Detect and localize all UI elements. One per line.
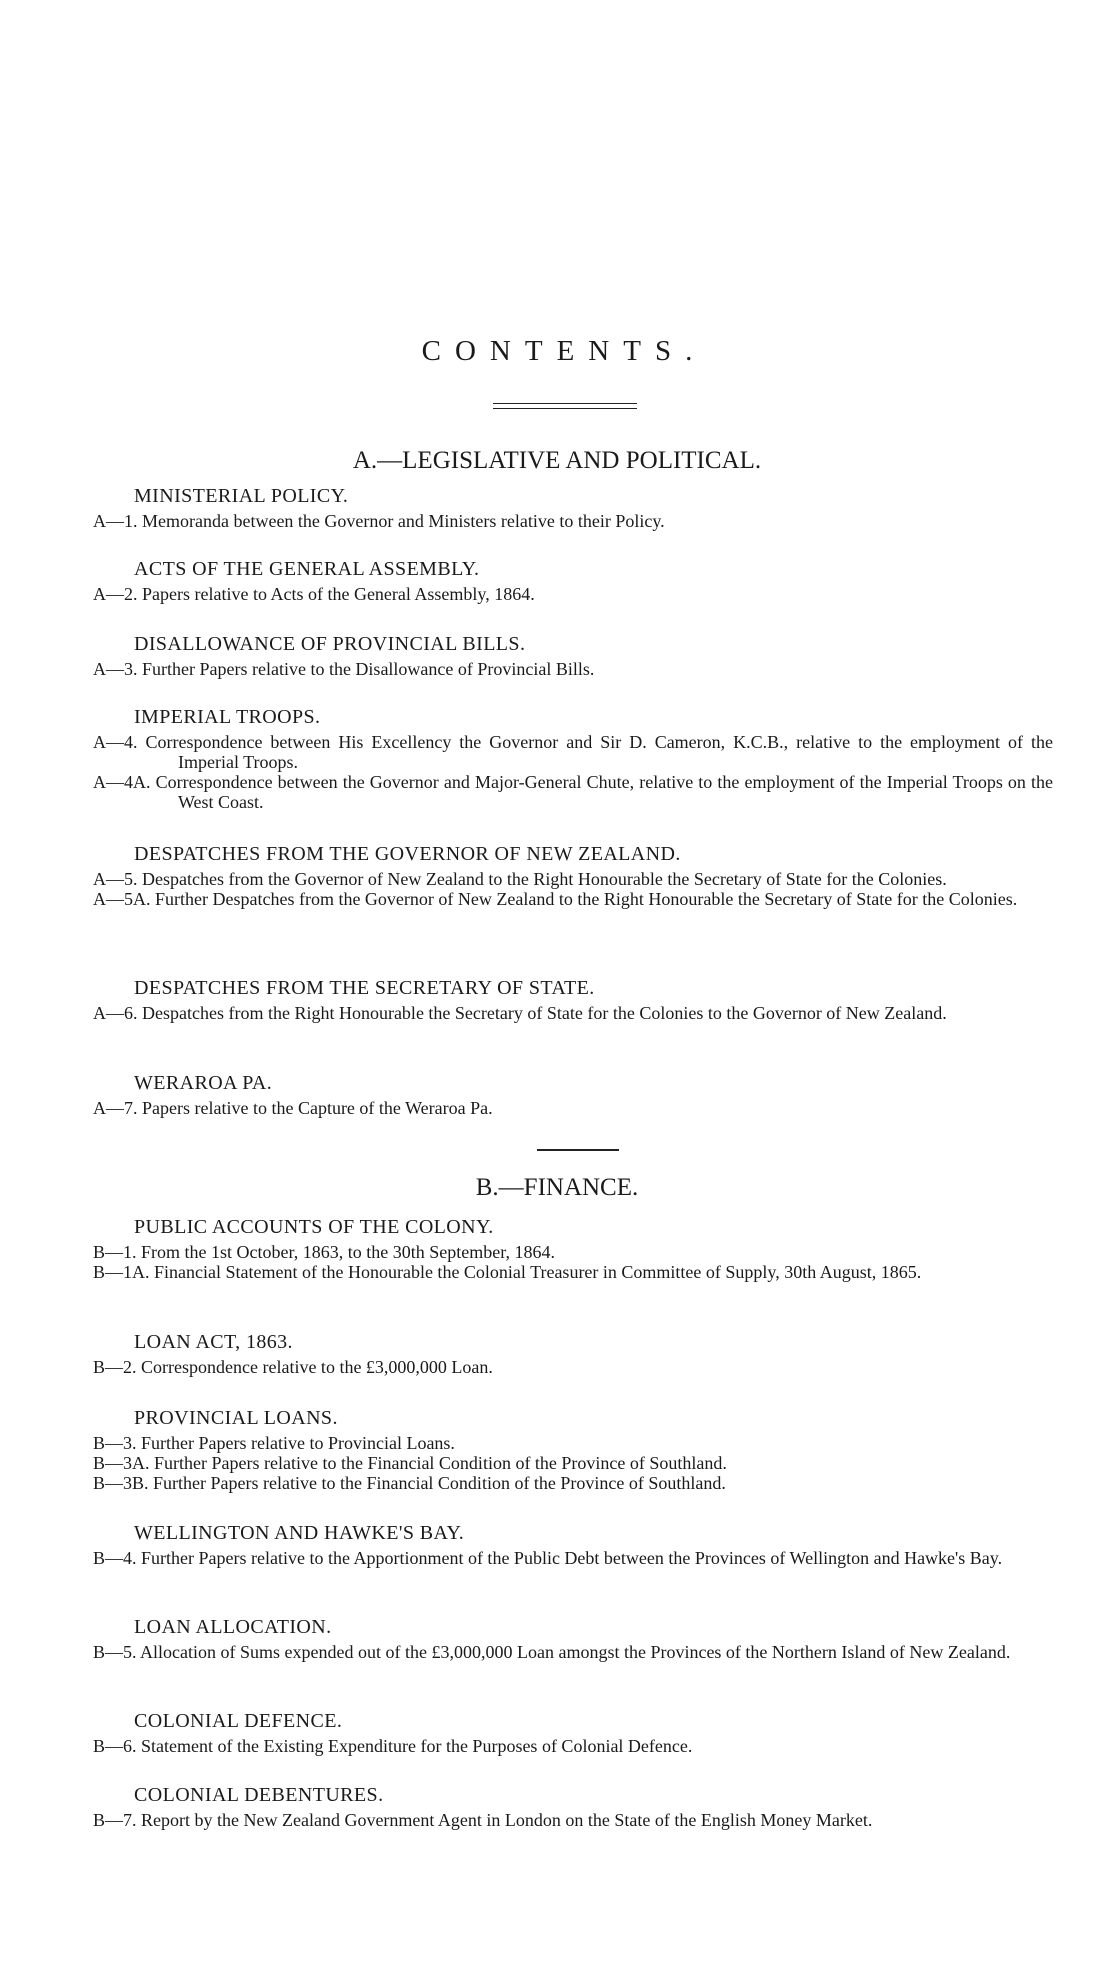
- subheading: WELLINGTON AND HAWKE'S BAY.: [134, 1522, 465, 1544]
- entry-code: B—3.: [93, 1433, 137, 1453]
- entry-b-3b: [93, 1473, 1053, 1493]
- subheading: LOAN ACT, 1863.: [134, 1331, 293, 1353]
- entry-text: Further Papers relative to the Disallowance of Provincial Bills.: [142, 659, 595, 679]
- subheading: DESPATCHES FROM THE GOVERNOR OF NEW ZEALAND.: [134, 843, 681, 865]
- subheading: MINISTERIAL POLICY.: [134, 485, 349, 507]
- entry-text: From the 1st October, 1863, to the 30th September, 1864.: [141, 1242, 556, 1262]
- entry-b-7: [93, 1810, 1053, 1830]
- subheading: ACTS OF THE GENERAL ASSEMBLY.: [134, 558, 480, 580]
- entry-code: B—3B.: [93, 1473, 149, 1493]
- subheading: PUBLIC ACCOUNTS OF THE COLONY.: [134, 1216, 494, 1238]
- entry-a-5a: [93, 889, 1053, 909]
- entry-text: Financial Statement of the Honourable the Colonial Treasurer in Committee of Supply, 30th August, 1865.: [154, 1262, 922, 1282]
- entry-code: B—7.: [93, 1810, 137, 1830]
- group-loan-allocation: [93, 1615, 1053, 1662]
- entry-b-5: [93, 1642, 1053, 1662]
- entry-a-7: [93, 1098, 1053, 1118]
- entry-code: A—4.: [93, 732, 138, 752]
- entry-text: Further Papers relative to the Financial Condition of the Province of Southland.: [153, 1473, 726, 1493]
- entry-code: A—6.: [93, 1003, 138, 1023]
- entry-code: B—5.: [93, 1642, 137, 1662]
- page-title: CONTENTS.: [421, 335, 707, 367]
- entry-code: A—5.: [93, 869, 138, 889]
- entry-code: B—2.: [93, 1357, 137, 1377]
- entry-a-2: [93, 584, 1053, 604]
- entry-text: Despatches from the Right Honourable the Secretary of State for the Colonies to the Governor of New Zealand.: [142, 1003, 947, 1023]
- group-provincial-loans: [93, 1406, 1053, 1493]
- entry-b-3a: [93, 1453, 1053, 1473]
- entry-b-4: [93, 1548, 1053, 1568]
- subheading: COLONIAL DEBENTURES.: [134, 1784, 384, 1806]
- group-public-accounts: [93, 1215, 1053, 1282]
- section-heading-a: A.—LEGISLATIVE AND POLITICAL.: [352, 447, 762, 474]
- entry-code: A—3.: [93, 659, 138, 679]
- entry-text: Further Despatches from the Governor of New Zealand to the Right Honourable the Secretary of State for the Colonies.: [155, 889, 1018, 909]
- entry-code: A—1.: [93, 511, 138, 531]
- entry-code: B—4.: [93, 1548, 137, 1568]
- entry-text: Memoranda between the Governor and Ministers relative to their Policy.: [142, 511, 665, 531]
- entry-code: B—6.: [93, 1736, 137, 1756]
- group-colonial-debentures: [93, 1783, 1053, 1830]
- entry-b-1: [93, 1242, 1053, 1262]
- entry-a-1: [93, 511, 1053, 531]
- entry-b-2: [93, 1357, 1053, 1377]
- entry-b-3: [93, 1433, 1053, 1453]
- entry-text: Further Papers relative to the Apportionment of the Public Debt between the Provinces of Wellington and Hawke's Bay.: [141, 1548, 1003, 1568]
- group-wellington-hawkes-bay: [93, 1521, 1053, 1568]
- subheading: WERAROA PA.: [134, 1072, 273, 1094]
- group-despatches-secretary: [93, 976, 1053, 1023]
- group-weraroa-pa: [93, 1071, 1053, 1118]
- entry-code: A—5A.: [93, 889, 151, 909]
- entry-b-6: [93, 1736, 1053, 1756]
- entry-a-5: [93, 869, 1053, 889]
- title-double-rule: [493, 403, 637, 409]
- entry-code: B—3A.: [93, 1453, 150, 1473]
- section-divider-rule: [537, 1149, 619, 1151]
- section-heading-b: B.—FINANCE.: [475, 1174, 639, 1201]
- subheading: PROVINCIAL LOANS.: [134, 1407, 338, 1429]
- group-despatches-governor: [93, 842, 1053, 909]
- entry-a-6: [93, 1003, 1053, 1023]
- subheading: DESPATCHES FROM THE SECRETARY OF STATE.: [134, 977, 595, 999]
- entry-text: Allocation of Sums expended out of the £3,000,000 Loan amongst the Provinces of the Northern Island of New Zealand.: [140, 1642, 1011, 1662]
- entry-code: A—4A.: [93, 772, 151, 792]
- entry-code: A—7.: [93, 1098, 138, 1118]
- entry-text: Correspondence relative to the £3,000,000 Loan.: [141, 1357, 493, 1377]
- entry-text: Further Papers relative to the Financial Condition of the Province of Southland.: [154, 1453, 727, 1473]
- entry-a-4: [93, 732, 1053, 772]
- subheading: DISALLOWANCE OF PROVINCIAL BILLS.: [134, 633, 526, 655]
- entry-b-1a: [93, 1262, 1053, 1282]
- subheading: LOAN ALLOCATION.: [134, 1616, 332, 1638]
- group-loan-act: [93, 1330, 1053, 1377]
- subheading: COLONIAL DEFENCE.: [134, 1710, 343, 1732]
- entry-code: B—1.: [93, 1242, 137, 1262]
- subheading: IMPERIAL TROOPS.: [134, 706, 321, 728]
- group-ministerial-policy: [93, 484, 1053, 531]
- group-disallowance: [93, 632, 1053, 679]
- entry-text: Statement of the Existing Expenditure for the Purposes of Colonial Defence.: [141, 1736, 693, 1756]
- entry-a-3: [93, 659, 1053, 679]
- group-imperial-troops: [93, 705, 1053, 812]
- entry-code: B—1A.: [93, 1262, 150, 1282]
- group-colonial-defence: [93, 1709, 1053, 1756]
- entry-text: Papers relative to the Capture of the Weraroa Pa.: [142, 1098, 493, 1118]
- entry-text: Despatches from the Governor of New Zealand to the Right Honourable the Secretary of State for the Colonies.: [142, 869, 947, 889]
- entry-text: Correspondence between His Excellency the Governor and Sir D. Cameron, K.C.B., relative to the employment of the Imperial Troops.: [145, 732, 1053, 772]
- entry-a-4a: [93, 772, 1053, 812]
- entry-code: A—2.: [93, 584, 138, 604]
- entry-text: Report by the New Zealand Government Agent in London on the State of the English Money Market.: [141, 1810, 873, 1830]
- group-acts-general-assembly: [93, 557, 1053, 604]
- entry-text: Papers relative to Acts of the General Assembly, 1864.: [142, 584, 535, 604]
- entry-text: Correspondence between the Governor and Major-General Chute, relative to the employment of the Imperial Troops on the West Coast.: [155, 772, 1054, 812]
- entry-text: Further Papers relative to Provincial Loans.: [141, 1433, 455, 1453]
